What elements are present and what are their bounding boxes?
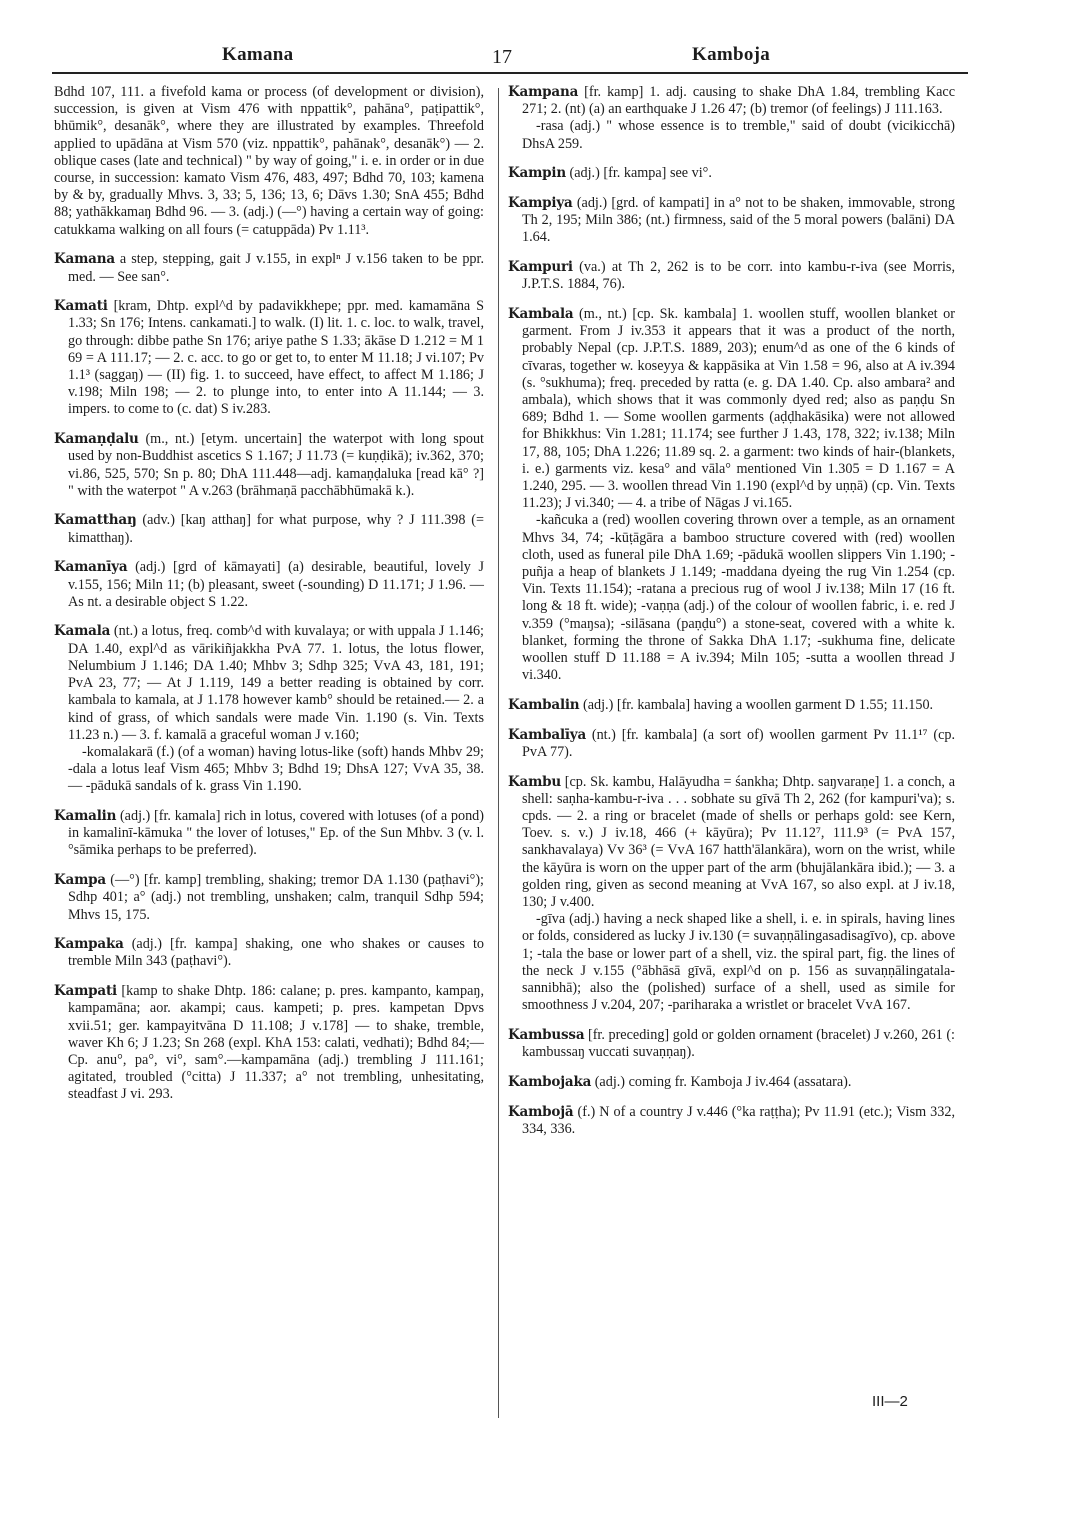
entry-headword: Kampa <box>54 872 106 889</box>
entry-headword: Kampati <box>54 983 117 1000</box>
entry-definition: (adv.) [kaŋ atthaŋ] for what purpose, why ? J 111.398 (= kimatthaŋ). <box>68 512 485 546</box>
dictionary-entry <box>54 251 484 285</box>
header-rule <box>52 72 968 74</box>
entry-compounds: -rasa (adj.) " whose essence is to tremble," said of doubt (vicikicchā) DhsA 259. <box>522 118 955 152</box>
page-number: 17 <box>492 46 512 68</box>
dictionary-entry <box>508 84 955 153</box>
entry-definition: (adj.) [fr. kampa] see vi°. <box>569 165 712 182</box>
entry-definition: (adj.) [fr. kamala] rich in lotus, covered with lotuses (of a pond) in kamalinī-kāmuka " the lover of lotuses," Ep. of the Sun Mhbv. 3 (v. l. °sāmika perhaps to be preferred). <box>68 808 485 859</box>
entry-definition: [fr. kamp] 1. adj. causing to shake DhA 1.84, trembling Kacc 271; 2. (nt) (a) an earthquake J 1.26 47; (b) tremor (of feelings) J 111.163. <box>522 84 956 118</box>
entry-definition: (adj.) [fr. kampa] shaking, one who shakes or causes to tremble Miln 343 (paṭhavi°). <box>68 936 484 970</box>
right-column <box>508 84 955 1150</box>
entry-definition: a step, stepping, gait J v.155, in explⁿ J v.156 taken to be ppr. med. — See san°. <box>68 251 484 285</box>
dictionary-entry <box>54 84 484 239</box>
entry-headword: Kamala <box>54 623 111 640</box>
dictionary-entry <box>54 623 484 795</box>
entry-definition: (f.) N of a country J v.446 (°ka raṭṭha); Pv 11.91 (etc.); Vism 332, 334, 336. <box>522 1103 956 1137</box>
dictionary-entry <box>54 298 484 418</box>
dictionary-entry <box>508 774 955 1015</box>
dictionary-entry <box>508 1104 955 1138</box>
entry-compounds: -kañcuka a (red) woollen covering thrown over a temple, as an ornament Mhvs 34, 74; -kūṭāgāra a bamboo structure covered with (red) woollen cloth, used as funeral pile DhA 1.69; -pādukā woollen slippers Vin 1.190; -puñja a heap of blankets J 1.149; -maddana dyeing the rug Vin 1.254 (cp. Vin. Texts 11.154); -ratana a precious rug of wool J iv.138; Miln 17 (16 ft. long & 18 ft. wide); -vaṇṇa (adj.) of the colour of woollen fabric, i. e. red J v.359 (°maŋsa); -silāsana (paṇḍu°) a stone-seat, covered with a white k. blanket, forming the throne of Sakka DhA 1.17; -sukhuma fine, delicate woollen stuff D 11.188 = A iv.394; Miln 105; -sutta a woollen thread J vi.340. <box>522 512 955 684</box>
left-column <box>54 84 484 1116</box>
entry-definition: (adj.) [grd. of kampati] in a° not to be shaken, immovable, strong Th 2, 195; Miln 386; (nt.) firmness, said of the 5 moral powers (balāni) DA 1.64. <box>522 195 955 246</box>
dictionary-entry <box>508 306 955 684</box>
page-header <box>52 38 968 90</box>
entry-headword: Kambu <box>508 773 562 790</box>
entry-headword: Kambojaka <box>508 1073 592 1090</box>
dictionary-entry <box>54 936 484 970</box>
entry-definition: (adj.) [fr. kambala] having a woollen garment D 1.55; 11.150. <box>582 697 934 713</box>
dictionary-entry <box>54 559 484 611</box>
entry-headword: Kambala <box>508 306 574 323</box>
dictionary-entry <box>508 1074 955 1091</box>
entry-compounds: -gīva (adj.) having a neck shaped like a shell, i. e. in spirals, having lines or folds, considered as lucky J iv.130 (= suvaṇṇālingasadisagīvo), cp. above 1; -tala the base or lower part of a shell, viz. the spiral part, fig. the lines of the neck J v.155 (°ābhāsā gīvā, expl^d on p. 156 as suvaṇṇālingatala-sannibhā); also the (polished) surface of a shell, used as simile for smoothness J v.204, 207; -pariharaka a wristlet or bracelet VvA 167. <box>522 911 955 1014</box>
entry-definition: [kram, Dhtp. expl^d by padavikkhepe; ppr. med. kamamāna S 1.33; Sn 176; Intens. cankamati.] to walk. (I) lit. 1. c. loc. to walk, travel, go through: dibbe pathe Sn 176; ariye pathe S 1.33; ākāse D 1.212 = M 1 69 = A 111.17; — 2. c. acc. to go or get to, to enter M 11.18; J vi.107; Pv 1.1³ (saggaŋ) — (II) fig. 1. to succeed, have effect, to affect M 1.186; J v.198; Miln 198; — 2. to plunge into, to enter into A 11.144; — 3. impers. to come to (c. dat) S iv.283. <box>68 298 484 418</box>
dictionary-entry <box>508 697 955 714</box>
left-guide-word: Kamana <box>222 44 294 65</box>
entry-headword: Kamanīya <box>54 559 128 576</box>
dictionary-entry <box>54 983 484 1103</box>
column-divider <box>498 88 499 1418</box>
entry-compounds: -komalakarā (f.) (of a woman) having lotus-like (soft) hands Mhbv 29; -dala a lotus leaf Vism 465; Mhbv 3; Bdhd 19; DhsA 127; VvA 35, 38. — -pādukā sandals of k. grass Vin 1.190. <box>68 743 484 795</box>
entry-definition: [fr. preceding] gold or golden ornament (bracelet) J v.260, 261 (: kambussaŋ vuccati suvaṇṇaŋ). <box>522 1026 956 1061</box>
dictionary-entry <box>54 872 484 924</box>
entry-headword: Kamalin <box>54 808 117 825</box>
entry-definition: (nt.) [fr. kambala] (a sort of) woollen garment Pv 11.1¹⁷ (cp. PvA 77). <box>522 726 956 760</box>
entry-headword: Kamana <box>54 251 115 268</box>
entry-headword: Kambalīya <box>508 726 587 743</box>
dictionary-entry <box>508 1027 955 1061</box>
dictionary-entry <box>508 195 955 247</box>
entry-definition: (—°) [fr. kamp] trembling, shaking; tremor DA 1.130 (paṭhavi°); Sdhp 401; a° (adj.) not trembling, unshaken; calm, tranquil Sdhp 594; Mhvs 15, 175. <box>68 872 484 923</box>
entry-definition: [cp. Sk. kambu, Halāyudha = śankha; Dhtp. saŋvaraṇe] 1. a conch, a shell: saṇha-kambu-r-iva . . . sobhate su gīvā Th 2, 262 (for kampuri'va); s. cpds. — 2. a ring or bracelet (made of shells or perhaps gold: see Kern, Toev. s. v.) J iv.18, 466 (+ kāyūra); Pv 11.12⁷, 111.9³ (= PvA 157, sankhavalaya) Vv 36³ (= VvA 167 hatth'ālankāra), worn on the wrist, while the kāyūra is worn on the upper part of the arm (bhujālankāra ibid.); — 3. a golden ring, given as second meaning at VvA 167, so also expl. at J iv.18, 130; J v.400. <box>522 773 956 911</box>
dictionary-entry <box>54 808 484 860</box>
entry-headword: Kamaṇḍalu <box>54 431 139 448</box>
entry-definition: (m., nt.) [etym. uncertain] the waterpot with long spout used by non-Buddhist ascetics S 1.167; J 11.73 (= kuṇḍikā); iv.362, 370; vi.86, 525, 570; Sn p. 80; DhA 111.448—adj. kamaṇḍaluka [read kā° ?] " with the waterpot " A v.263 (brāhmaṇā pacchābhūmakā k.). <box>68 431 484 499</box>
entry-headword: Kampaka <box>54 936 124 953</box>
right-guide-word: Kamboja <box>692 44 771 65</box>
entry-headword: Kamatthaŋ <box>54 512 137 529</box>
entry-definition: Bdhd 107, 111. a fivefold kama or process (of development or division), succession, is given at Vism 476 with nppattik°, pahāna°, paṭipattik°, bhūmik°, desanāk°, where they are illustrated by examples. Threefold applied to upādāna at Vism 570 (viz. nppattik°, pahānak°, desanāk°) — 2. oblique cases (late and technical) " by way of going," i. e. in order or in due course, in succession: kamato Vism 476, 483, 497; Bdhd 70, 103; kamena by & by, gradually Mhvs. 3, 33; 5, 136; 13, 6; Dāvs 1.30; SnA 455; Bdhd 88; yathākkamaŋ Bdhd 96. — 3. (adj.) (—°) having a certain way of going: catukkama walking on all fours (= catuppāda) Pv 1.11³. <box>54 84 484 238</box>
dictionary-entry <box>508 727 955 761</box>
dictionary-entry <box>508 165 955 182</box>
entry-headword: Kampin <box>508 165 566 182</box>
entry-headword: Kampuri <box>508 259 573 276</box>
entry-definition: (adj.) coming fr. Kamboja J iv.464 (assatara). <box>594 1073 852 1090</box>
entry-headword: Kambojā <box>508 1103 574 1120</box>
dictionary-entry <box>54 512 484 546</box>
entry-definition: (va.) at Th 2, 262 is to be corr. into kambu-r-iva (see Morris, J.P.T.S. 1884, 76). <box>522 259 955 293</box>
entry-definition: (adj.) [grd of kāmayati] (a) desirable, beautiful, lovely J v.155, 156; Miln 11; (b) pleasant, sweet (-sounding) D 11.171; J 1.96. — As nt. a desirable object S 1.22. <box>68 559 484 610</box>
entry-headword: Kampiya <box>508 195 573 212</box>
entry-headword: Kampana <box>508 84 579 100</box>
entry-definition: (m., nt.) [cp. Sk. kambala] 1. woollen stuff, woollen blanket or garment. From J iv.353 it appears that it was a product of the north, probably Nepal (cp. J.P.T.S. 1889, 203); enum^d as one of the 6 kinds of cīvaras, together w. koseyya & kappāsika at Vin 1.58 = 96, also at A iv.394 (s. °sukhuma); freq. preceded by ratta (e. g. DA 1.40. Cp. also ambara² and ambala), which shows that it was commonly dyed red; also as paṇḍu Sn 689; Bdhd 1. — Some woollen garments (aḍḍhakāsika) were not allowed for Bhikkhus: Vin 1.281; 11.174; see further J 1.43, 178, 322; iv.138; Miln 17, 88, 105; DhA 1.226; 11.89 sq. 2. a garment: two kinds of hair-(blankets, i. e.) garments viz. kesa° and vāla° mentioned Vin 1.305 = D 1.167 = A 1.240, 295. — 3. woollen thread Vin 1.190 (expl^d by uṇṇā) (cp. Vin. Texts 11.23); J vi.340; — 4. a tribe of Nāgas J vi.165. <box>522 306 955 512</box>
signature-mark: III—2 <box>872 1393 908 1410</box>
dictionary-entry <box>54 431 484 500</box>
dictionary-entry <box>508 259 955 293</box>
entry-headword: Kambalin <box>508 697 580 713</box>
entry-definition: (nt.) a lotus, freq. comb^d with kuvalaya; or with uppala J 1.146; DA 1.40, expl^d as vārikiñjakkha PvA 77. 1. lotus, the lotus flower, Nelumbium J 1.146; DA 1.40; Mhbv 3; Sdhp 325; VvA 43, 181, 191; PvA 23, 77; — At J 1.119, 149 a better reading is obtained by corr. kambala to kamala, at J 1.178 however kamb° should be retained.— 2. a kind of grass, of which sandals were made Vin. 1.190 (s. Vin. Texts 11.23 n.) — 3. f. kamalā a graceful woman J v.160; <box>68 623 484 743</box>
entry-headword: Kamati <box>54 298 108 315</box>
entry-definition: [kamp to shake Dhtp. 186: calane; p. pres. kampanto, kampaŋ, kampamāna; aor. akampi; caus. kampeti; p. pres. kampetan Dpvs xvii.51; ger. kampayitvāna D 11.108; J v.178] — to shake, tremble, waver Kh 6; J 1.23; Sn 268 (expl. KhA 153: calati, vedhati); Bdhd 84;—Cp. anu°, pa°, vi°, sam°.—kampamāna (adj.) trembling J 111.161; agitated, troubled (°citta) J 11.337; a° not trembling, unhesitating, steadfast J vi. 293. <box>68 983 485 1103</box>
entry-headword: Kambussa <box>508 1026 585 1043</box>
